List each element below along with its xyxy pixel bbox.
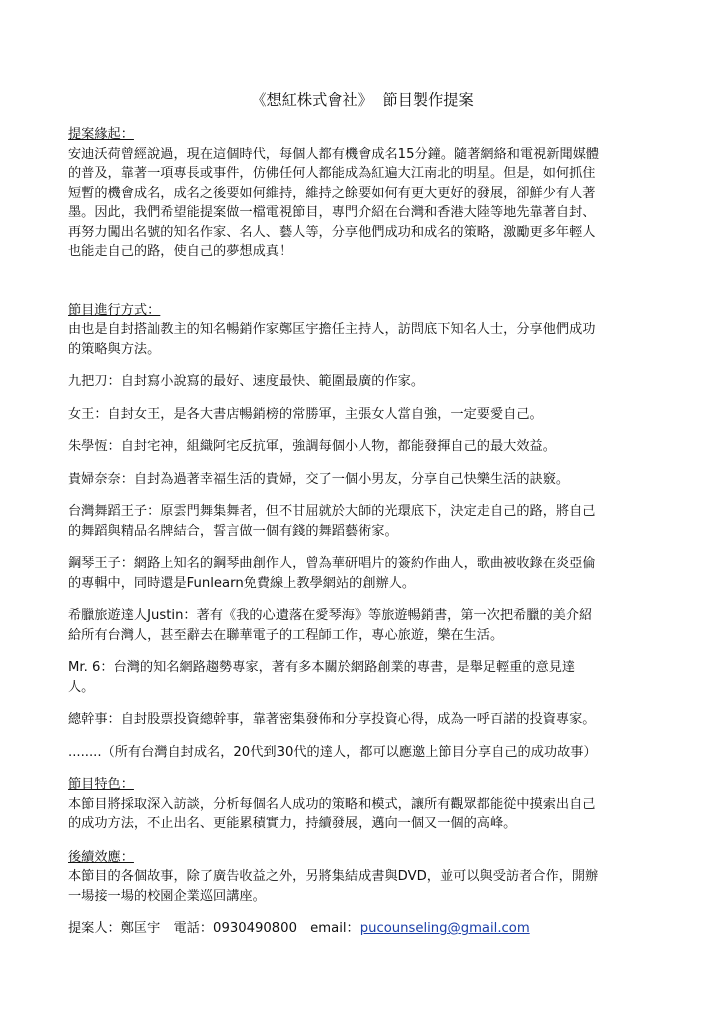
guest-entry xyxy=(68,502,658,541)
guest-entry xyxy=(68,372,658,392)
guest-line: 的專輯中，同時還是Funlearn免費線上教學網站的創辦人。 xyxy=(68,575,416,591)
paragraph-followup xyxy=(68,867,658,906)
guest-entry xyxy=(68,710,658,730)
paragraph-line: 墨。因此，我們希望能提案做一檔電視節目，專門介紹在台灣和香港大陸等地先靠著自封、 xyxy=(68,205,596,220)
guest-line: 女王：自封女王，是各大書店暢銷榜的常勝軍，主張女人當自強，一定要愛自己。 xyxy=(68,406,543,422)
section-followup xyxy=(68,848,658,907)
guest-entry xyxy=(68,470,658,490)
paragraph-line: 也能走自己的路，使自己的夢想成真！ xyxy=(68,244,293,259)
guest-line: Mr. 6：台灣的知名網路趨勢專家，著有多本關於網路創業的專書，是舉足輕重的意見達 xyxy=(68,660,576,675)
paragraph-line: 本節目的各個故事，除了廣告收益之外，另將集結成書與DVD，並可以與受訪者合作，開辦 xyxy=(68,869,599,884)
guest-line: 台灣舞蹈王子：原雲門舞集舞者，但不甘屈就於大師的光環底下，決定走自己的路，將自己 xyxy=(68,504,596,519)
contact-line xyxy=(68,919,658,939)
paragraph-line: 短暫的機會成名，成名之後要如何維持，維持之餘要如何有更大更好的發展，卻鮮少有人著 xyxy=(68,185,596,201)
guest-line: 希臘旅遊達人Justin：著有《我的心遺落在愛琴海》等旅遊暢銷書，第一次把希臘的美介紹 xyxy=(68,608,593,623)
guest-line: 朱學恆：自封宅神，組織阿宅反抗軍，強調每個小人物，都能發揮自己的最大效益。 xyxy=(68,439,556,454)
guest-entry xyxy=(68,606,658,645)
document-title: 《想紅株式會社》 節目製作提案 xyxy=(251,91,474,109)
guest-line: 貴婦奈奈：自封為過著幸福生活的貴婦，交了一個小男友，分享自己快樂生活的訣竅。 xyxy=(68,471,570,487)
guest-line: ........（所有台灣自封成名，20代到30代的達人，都可以應邀上節目分享自己的成功故事） xyxy=(68,744,597,760)
paragraph-line: 的成功方法，不止出名、更能累積實力，持續發展，邁向一個又一個的高峰。 xyxy=(68,816,517,831)
guest-entry xyxy=(68,554,658,593)
guest-entry xyxy=(68,437,658,457)
section-features xyxy=(68,775,658,834)
paragraph-line: 的普及，靠著一項專長或事件，仿佛任何人都能成為紅遍大江南北的明星。但是，如何抓住 xyxy=(68,166,596,181)
paragraph-line: 再努力闖出名號的知名作家、名人、藝人等，分享他們成功和成名的策略，激勵更多年輕人 xyxy=(68,224,596,240)
guest-line: 九把刀：自封寫小說寫的最好、速度最快、範圍最廣的作家。 xyxy=(68,374,425,389)
guest-entry xyxy=(68,658,658,697)
section-heading-origin: 提案緣起： xyxy=(68,127,134,142)
paragraph-line: 一場接一場的校園企業巡回講座。 xyxy=(68,888,266,904)
paragraph-line: 安迪沃荷曾經說過，現在這個時代，每個人都有機會成名15分鐘。隨著網絡和電視新聞媒體 xyxy=(68,146,600,162)
contact-info: 提案人：鄭匡宇 電話：0930490800 email： xyxy=(68,921,360,936)
proposal-body xyxy=(68,125,658,939)
section-format xyxy=(68,301,658,360)
guest-line: 給所有台灣人，甚至辭去在聯華電子的工程師工作，專心旅遊，樂在生活。 xyxy=(68,627,504,643)
email-link[interactable]: pucounseling@gmail.com xyxy=(359,921,530,936)
paragraph-line: 的策略與方法。 xyxy=(68,341,161,357)
paragraph-line: 本節目將採取深入訪談，分析每個名人成功的策略和模式，讓所有觀眾都能從中摸索出自己 xyxy=(68,796,596,812)
paragraph-features xyxy=(68,795,658,834)
section-heading-features: 節目特色： xyxy=(68,777,134,792)
guest-line: 人。 xyxy=(68,679,95,695)
paragraph-format xyxy=(68,320,658,359)
paragraph-origin xyxy=(68,145,658,262)
guest-entry xyxy=(68,743,658,763)
section-origin xyxy=(68,125,658,262)
guest-line: 鋼琴王子：網路上知名的鋼琴曲創作人，曾為華研唱片的簽約作曲人，歌曲被收錄在炎亞倫 xyxy=(68,556,596,571)
paragraph-line: 由也是自封搭訕教主的知名暢銷作家鄭匡宇擔任主持人，訪問底下知名人士，分享他們成功 xyxy=(68,322,596,337)
guest-entry xyxy=(68,405,658,425)
section-heading-format: 節目進行方式： xyxy=(68,302,161,318)
section-heading-followup: 後續效應： xyxy=(68,849,134,865)
guest-line: 的舞蹈與精品名牌結合，誓言做一個有錢的舞蹈藝術家。 xyxy=(68,523,398,539)
guest-line: 總幹事：自封股票投資總幹事，靠著密集發佈和分享投資心得，成為一呼百諾的投資專家。 xyxy=(68,712,596,727)
